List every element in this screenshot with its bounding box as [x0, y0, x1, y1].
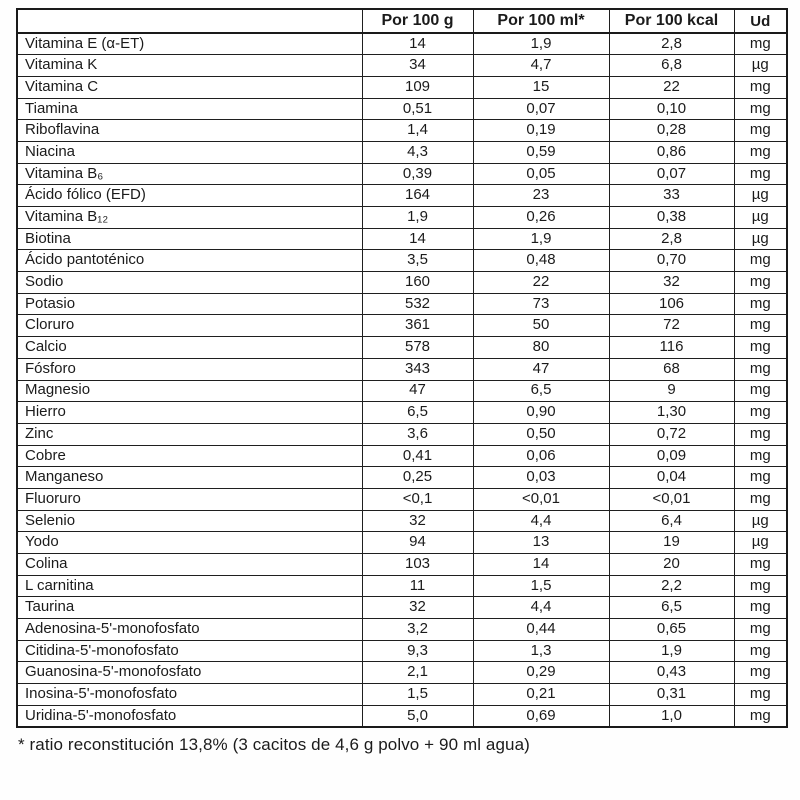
cell-per-100g: 11: [362, 575, 473, 597]
cell-per-100g: 47: [362, 380, 473, 402]
cell-per-100ml: 0,48: [473, 250, 609, 272]
cell-per-100kcal: 0,10: [609, 98, 734, 120]
table-row: [17, 315, 787, 337]
cell-per-100ml: 80: [473, 337, 609, 359]
cell-per-100kcal: 0,72: [609, 423, 734, 445]
row-label: Vitamina C: [17, 76, 362, 98]
cell-per-100g: 578: [362, 337, 473, 359]
cell-per-100ml: 0,19: [473, 120, 609, 142]
cell-per-100ml: 15: [473, 76, 609, 98]
row-label: Vitamina B₆: [17, 163, 362, 185]
table-row: [17, 228, 787, 250]
cell-unit: mg: [734, 597, 787, 619]
table-row: [17, 640, 787, 662]
cell-per-100kcal: 22: [609, 76, 734, 98]
cell-per-100g: 0,25: [362, 467, 473, 489]
cell-per-100ml: 0,26: [473, 207, 609, 229]
cell-per-100ml: 0,50: [473, 423, 609, 445]
cell-per-100g: <0,1: [362, 488, 473, 510]
cell-per-100ml: 0,03: [473, 467, 609, 489]
cell-per-100kcal: 6,4: [609, 510, 734, 532]
row-label: Tiamina: [17, 98, 362, 120]
cell-per-100g: 14: [362, 228, 473, 250]
table-row: [17, 141, 787, 163]
cell-per-100g: 1,9: [362, 207, 473, 229]
table-row: [17, 662, 787, 684]
row-label: Inosina-5'-monofosfato: [17, 684, 362, 706]
cell-per-100kcal: 20: [609, 554, 734, 576]
cell-per-100g: 343: [362, 358, 473, 380]
table-row: [17, 120, 787, 142]
cell-per-100g: 160: [362, 272, 473, 294]
row-label: Cloruro: [17, 315, 362, 337]
table-row: [17, 532, 787, 554]
table-row: [17, 250, 787, 272]
row-label: Calcio: [17, 337, 362, 359]
cell-unit: µg: [734, 228, 787, 250]
header-ud: Ud: [734, 9, 787, 33]
row-label: Ácido pantoténico: [17, 250, 362, 272]
cell-unit: mg: [734, 163, 787, 185]
cell-unit: mg: [734, 662, 787, 684]
row-label: Sodio: [17, 272, 362, 294]
cell-unit: mg: [734, 293, 787, 315]
header-por-100kcal: Por 100 kcal: [609, 9, 734, 33]
table-row: [17, 554, 787, 576]
cell-unit: mg: [734, 640, 787, 662]
cell-unit: mg: [734, 554, 787, 576]
cell-per-100g: 0,41: [362, 445, 473, 467]
cell-per-100kcal: 2,8: [609, 33, 734, 55]
row-label: Hierro: [17, 402, 362, 424]
cell-per-100ml: 0,05: [473, 163, 609, 185]
cell-unit: µg: [734, 532, 787, 554]
cell-per-100kcal: 6,8: [609, 55, 734, 77]
row-label: Colina: [17, 554, 362, 576]
row-label: Fluoruro: [17, 488, 362, 510]
table-row: [17, 163, 787, 185]
cell-per-100ml: 0,06: [473, 445, 609, 467]
row-label: Manganeso: [17, 467, 362, 489]
row-label: Zinc: [17, 423, 362, 445]
table-row: [17, 380, 787, 402]
cell-per-100kcal: 1,0: [609, 705, 734, 727]
cell-unit: mg: [734, 684, 787, 706]
cell-per-100kcal: 33: [609, 185, 734, 207]
cell-per-100kcal: 0,43: [609, 662, 734, 684]
cell-per-100kcal: 0,28: [609, 120, 734, 142]
cell-per-100ml: <0,01: [473, 488, 609, 510]
cell-per-100kcal: 106: [609, 293, 734, 315]
cell-unit: mg: [734, 98, 787, 120]
cell-per-100ml: 0,69: [473, 705, 609, 727]
cell-unit: mg: [734, 250, 787, 272]
table-row: [17, 358, 787, 380]
cell-unit: mg: [734, 358, 787, 380]
cell-per-100g: 1,4: [362, 120, 473, 142]
cell-per-100kcal: 0,07: [609, 163, 734, 185]
row-label: Selenio: [17, 510, 362, 532]
cell-per-100ml: 1,9: [473, 33, 609, 55]
cell-per-100g: 4,3: [362, 141, 473, 163]
cell-per-100ml: 23: [473, 185, 609, 207]
cell-per-100kcal: 68: [609, 358, 734, 380]
table-row: [17, 423, 787, 445]
row-label: Uridina-5'-monofosfato: [17, 705, 362, 727]
table-row: [17, 619, 787, 641]
cell-per-100g: 14: [362, 33, 473, 55]
table-row: [17, 76, 787, 98]
cell-per-100g: 32: [362, 510, 473, 532]
cell-per-100g: 94: [362, 532, 473, 554]
row-label: Fósforo: [17, 358, 362, 380]
cell-unit: mg: [734, 402, 787, 424]
cell-per-100g: 6,5: [362, 402, 473, 424]
table-row: [17, 597, 787, 619]
cell-per-100ml: 22: [473, 272, 609, 294]
cell-unit: mg: [734, 141, 787, 163]
cell-per-100ml: 47: [473, 358, 609, 380]
row-label: Vitamina B₁₂: [17, 207, 362, 229]
cell-per-100g: 3,2: [362, 619, 473, 641]
row-label: Yodo: [17, 532, 362, 554]
cell-per-100g: 2,1: [362, 662, 473, 684]
cell-per-100kcal: 32: [609, 272, 734, 294]
cell-unit: µg: [734, 185, 787, 207]
cell-unit: mg: [734, 575, 787, 597]
cell-per-100kcal: 1,9: [609, 640, 734, 662]
cell-per-100g: 361: [362, 315, 473, 337]
cell-unit: mg: [734, 423, 787, 445]
cell-per-100ml: 1,3: [473, 640, 609, 662]
cell-unit: mg: [734, 488, 787, 510]
cell-unit: mg: [734, 315, 787, 337]
table-row: [17, 488, 787, 510]
cell-per-100kcal: 1,30: [609, 402, 734, 424]
cell-unit: mg: [734, 445, 787, 467]
cell-per-100ml: 6,5: [473, 380, 609, 402]
table-row: [17, 402, 787, 424]
cell-unit: µg: [734, 55, 787, 77]
row-label: Niacina: [17, 141, 362, 163]
cell-unit: mg: [734, 705, 787, 727]
table-row: [17, 33, 787, 55]
cell-per-100g: 532: [362, 293, 473, 315]
cell-per-100g: 103: [362, 554, 473, 576]
nutrition-table: [16, 8, 788, 728]
row-label: Guanosina-5'-monofosfato: [17, 662, 362, 684]
table-row: [17, 705, 787, 727]
cell-per-100kcal: 2,2: [609, 575, 734, 597]
cell-per-100kcal: 2,8: [609, 228, 734, 250]
cell-per-100g: 109: [362, 76, 473, 98]
cell-per-100kcal: 0,09: [609, 445, 734, 467]
row-label: Ácido fólico (EFD): [17, 185, 362, 207]
cell-unit: mg: [734, 120, 787, 142]
row-label: Cobre: [17, 445, 362, 467]
cell-unit: mg: [734, 76, 787, 98]
cell-unit: mg: [734, 33, 787, 55]
row-label: Adenosina-5'-monofosfato: [17, 619, 362, 641]
cell-per-100g: 1,5: [362, 684, 473, 706]
cell-unit: mg: [734, 272, 787, 294]
cell-per-100ml: 0,44: [473, 619, 609, 641]
cell-per-100kcal: 0,86: [609, 141, 734, 163]
cell-unit: µg: [734, 510, 787, 532]
row-label: Magnesio: [17, 380, 362, 402]
row-label: Citidina-5'-monofosfato: [17, 640, 362, 662]
cell-unit: µg: [734, 207, 787, 229]
table-row: [17, 98, 787, 120]
table-row: [17, 185, 787, 207]
cell-unit: mg: [734, 337, 787, 359]
header-row: [17, 9, 787, 33]
row-label: Biotina: [17, 228, 362, 250]
row-label: Riboflavina: [17, 120, 362, 142]
cell-per-100kcal: 0,65: [609, 619, 734, 641]
cell-per-100kcal: 9: [609, 380, 734, 402]
row-label: Vitamina K: [17, 55, 362, 77]
row-label: Potasio: [17, 293, 362, 315]
cell-unit: mg: [734, 619, 787, 641]
cell-per-100kcal: 0,31: [609, 684, 734, 706]
table-row: [17, 445, 787, 467]
cell-per-100g: 32: [362, 597, 473, 619]
cell-per-100ml: 0,29: [473, 662, 609, 684]
cell-per-100g: 34: [362, 55, 473, 77]
header-por-100ml: Por 100 ml*: [473, 9, 609, 33]
cell-per-100ml: 0,90: [473, 402, 609, 424]
cell-per-100kcal: 6,5: [609, 597, 734, 619]
cell-per-100kcal: 0,04: [609, 467, 734, 489]
cell-per-100ml: 14: [473, 554, 609, 576]
cell-per-100kcal: 116: [609, 337, 734, 359]
cell-per-100g: 164: [362, 185, 473, 207]
cell-per-100ml: 4,4: [473, 597, 609, 619]
row-label: Taurina: [17, 597, 362, 619]
cell-per-100kcal: 0,38: [609, 207, 734, 229]
cell-per-100g: 9,3: [362, 640, 473, 662]
cell-per-100g: 5,0: [362, 705, 473, 727]
cell-per-100g: 3,6: [362, 423, 473, 445]
cell-per-100ml: 50: [473, 315, 609, 337]
cell-per-100kcal: <0,01: [609, 488, 734, 510]
cell-per-100g: 0,39: [362, 163, 473, 185]
cell-unit: mg: [734, 380, 787, 402]
cell-per-100ml: 1,9: [473, 228, 609, 250]
header-empty: [17, 9, 362, 33]
cell-per-100ml: 73: [473, 293, 609, 315]
cell-per-100ml: 0,07: [473, 98, 609, 120]
cell-per-100kcal: 19: [609, 532, 734, 554]
table-row: [17, 272, 787, 294]
cell-per-100ml: 4,4: [473, 510, 609, 532]
table-row: [17, 337, 787, 359]
table-row: [17, 510, 787, 532]
table-row: [17, 55, 787, 77]
cell-per-100ml: 4,7: [473, 55, 609, 77]
row-label: L carnitina: [17, 575, 362, 597]
table-row: [17, 575, 787, 597]
table-row: [17, 467, 787, 489]
cell-per-100g: 0,51: [362, 98, 473, 120]
table-row: [17, 207, 787, 229]
cell-per-100g: 3,5: [362, 250, 473, 272]
cell-per-100ml: 13: [473, 532, 609, 554]
cell-per-100kcal: 0,70: [609, 250, 734, 272]
footnote: * ratio reconstitución 13,8% (3 cacitos de 4,6 g polvo + 90 ml agua): [18, 735, 530, 754]
header-por-100g: Por 100 g: [362, 9, 473, 33]
cell-per-100ml: 0,21: [473, 684, 609, 706]
row-label: Vitamina E (α-ET): [17, 33, 362, 55]
table-row: [17, 684, 787, 706]
cell-per-100kcal: 72: [609, 315, 734, 337]
cell-unit: mg: [734, 467, 787, 489]
cell-per-100ml: 1,5: [473, 575, 609, 597]
table-body: [17, 33, 787, 727]
cell-per-100ml: 0,59: [473, 141, 609, 163]
table-row: [17, 293, 787, 315]
